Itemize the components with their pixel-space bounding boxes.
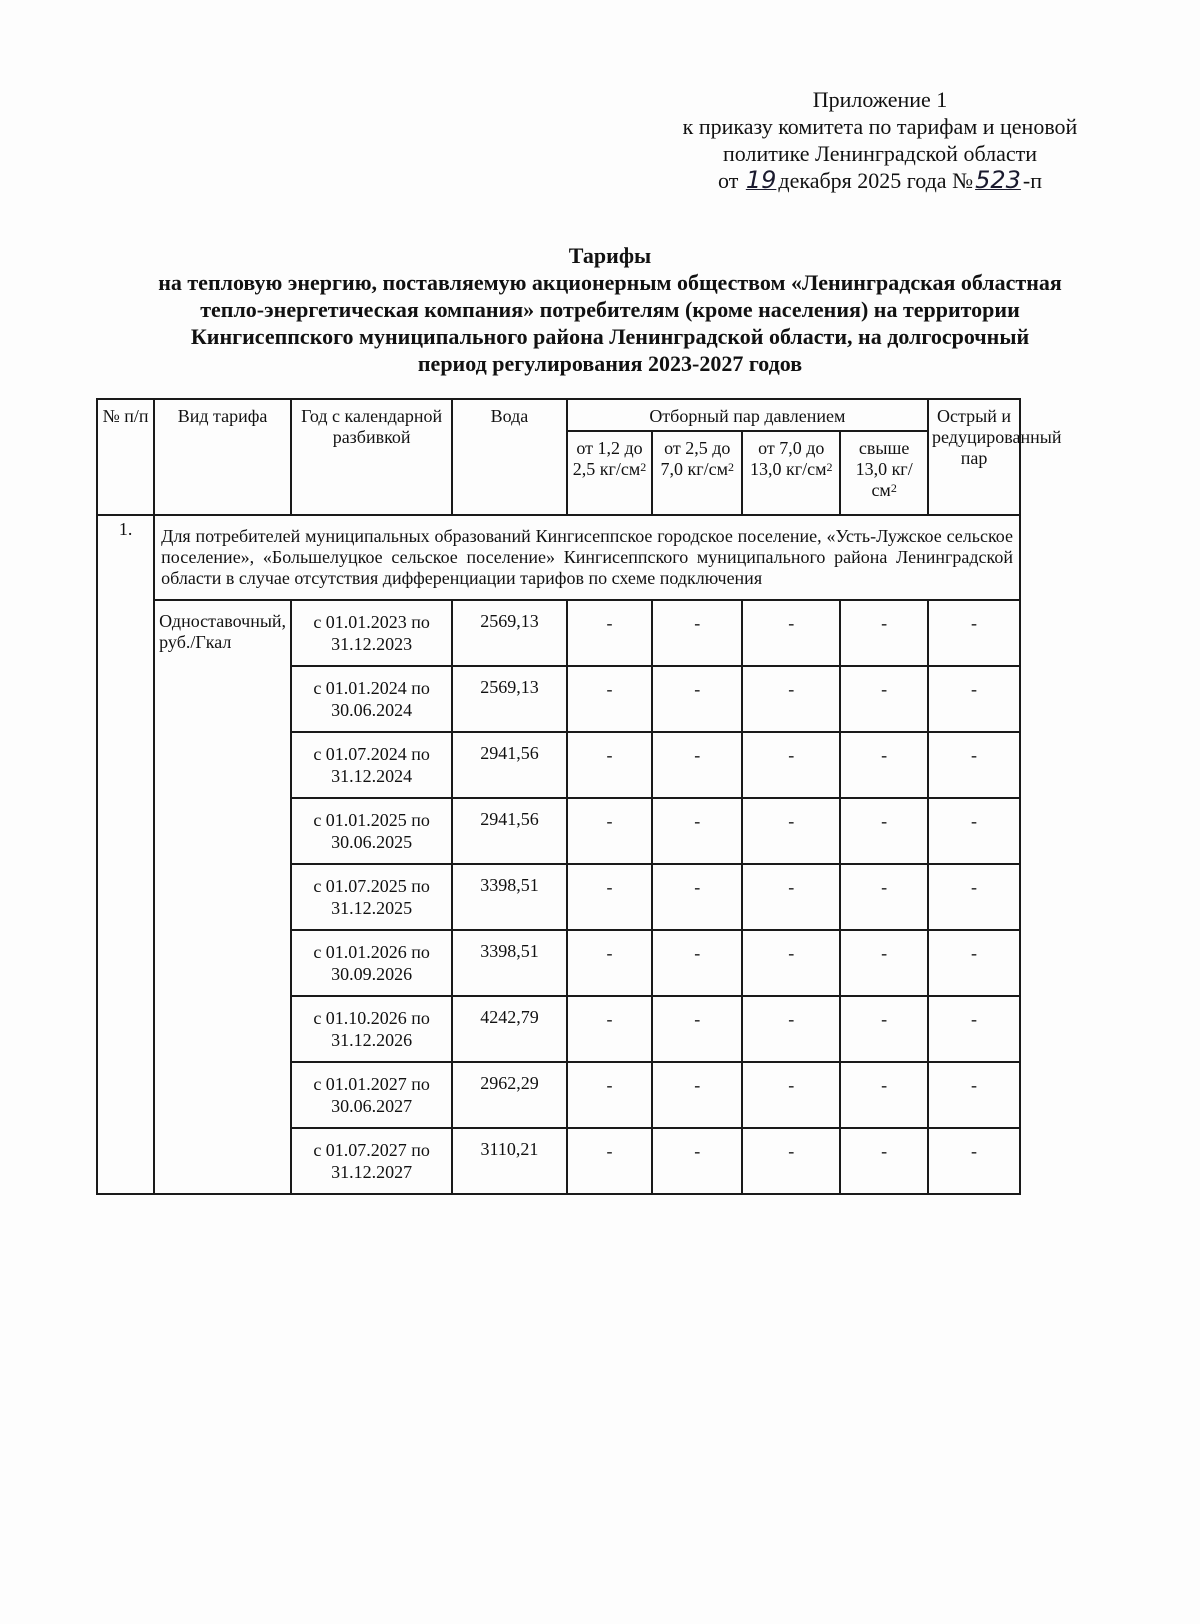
steam-3-value: - — [742, 666, 840, 732]
water-value: 2569,13 — [452, 666, 566, 732]
period-cell: с 01.07.2027 по 31.12.2027 — [291, 1128, 452, 1194]
steam-3-value: - — [742, 600, 840, 666]
water-value: 2941,56 — [452, 732, 566, 798]
steam-3-value: - — [742, 996, 840, 1062]
water-value: 3398,51 — [452, 930, 566, 996]
steam-4-value: - — [840, 798, 928, 864]
period-cell: с 01.10.2026 по 31.12.2026 — [291, 996, 452, 1062]
steam-4-value: - — [840, 996, 928, 1062]
steam-1-value: - — [567, 1062, 653, 1128]
steam-1-value: - — [567, 798, 653, 864]
steam-4-value: - — [840, 666, 928, 732]
period-cell: с 01.01.2027 по 30.06.2027 — [291, 1062, 452, 1128]
title-line-1: на тепловую энергию, поставляемую акционерным обществом «Ленинградская областная — [158, 270, 1062, 295]
annex-line-3: политике Ленинградской области — [722, 141, 1037, 166]
steam-4-value: - — [840, 600, 928, 666]
tariff-table — [96, 398, 1062, 1195]
steam-2-value: - — [652, 1128, 742, 1194]
water-value: 2569,13 — [452, 600, 566, 666]
steam-3-value: - — [742, 1062, 840, 1128]
steam-4-value: - — [840, 1062, 928, 1128]
steam-4-value: - — [840, 864, 928, 930]
tariff-type-cell: Одноставочный, руб./Гкал — [154, 600, 291, 1194]
period-cell: с 01.01.2026 по 30.09.2026 — [291, 930, 452, 996]
header-steam-1: от 1,2 до 2,5 $кг/см^2$ — [567, 431, 653, 515]
steam-2-value: - — [652, 930, 742, 996]
water-value: 3110,21 — [452, 1128, 566, 1194]
sharp-steam-value: - — [928, 930, 1020, 996]
sharp-steam-value: - — [928, 996, 1020, 1062]
header-period: Год с календарной разбивкой — [291, 399, 452, 515]
steam-1-value: - — [567, 732, 653, 798]
steam-1-value: - — [567, 930, 653, 996]
steam-2-value: - — [652, 732, 742, 798]
steam-3-value: - — [742, 1128, 840, 1194]
steam-1-value: - — [567, 600, 653, 666]
header-steam-4: свыше 13,0 $кг/см^2$ — [840, 431, 928, 515]
steam-3-value: - — [742, 798, 840, 864]
annex-handwritten-number: 523 — [975, 166, 1021, 194]
steam-1-value: - — [567, 996, 653, 1062]
period-cell: с 01.01.2024 по 30.06.2024 — [291, 666, 452, 732]
steam-2-value: - — [652, 1062, 742, 1128]
steam-3-value: - — [742, 732, 840, 798]
period-cell: с 01.07.2025 по 31.12.2025 — [291, 864, 452, 930]
water-value: 2962,29 — [452, 1062, 566, 1128]
sharp-steam-value: - — [928, 666, 1020, 732]
header-steam-group: Отборный пар давлением — [567, 399, 928, 431]
sharp-steam-value: - — [928, 600, 1020, 666]
period-cell: с 01.01.2023 по 31.12.2023 — [291, 600, 452, 666]
sharp-steam-value: - — [928, 1062, 1020, 1128]
steam-2-value: - — [652, 666, 742, 732]
sharp-steam-value: - — [928, 732, 1020, 798]
header-steam-2: от 2,5 до 7,0 $кг/см^2$ — [652, 431, 742, 515]
header-water: Вода — [452, 399, 566, 515]
steam-1-value: - — [567, 1128, 653, 1194]
water-value: 2941,56 — [452, 798, 566, 864]
table-row — [97, 600, 1020, 666]
header-steam-3: от 7,0 до 13,0 $кг/см^2$ — [742, 431, 840, 515]
title-line-3: Кингисеппского муниципального района Ленинградской области, на долгосрочный — [190, 324, 1030, 349]
steam-4-value: - — [840, 732, 928, 798]
annex-line-2: к приказу комитета по тарифам и ценовой — [682, 114, 1078, 139]
header-tariff-type: Вид тарифа — [154, 399, 291, 515]
annex-date-line — [640, 167, 1120, 194]
sharp-steam-value: - — [928, 1128, 1020, 1194]
annex-line-1: Приложение 1 — [812, 87, 948, 112]
annex-number-suffix: -п — [1022, 168, 1042, 193]
header-number: № п/п — [97, 399, 154, 515]
steam-3-value: - — [742, 864, 840, 930]
steam-3-value: - — [742, 930, 840, 996]
steam-2-value: - — [652, 996, 742, 1062]
sharp-steam-value: - — [928, 864, 1020, 930]
sharp-steam-value: - — [928, 798, 1020, 864]
period-cell: с 01.07.2024 по 31.12.2024 — [291, 732, 452, 798]
annex-date-middle: декабря 2025 года № — [778, 168, 974, 193]
steam-2-value: - — [652, 798, 742, 864]
title-heading: Тарифы — [568, 243, 652, 268]
steam-2-value: - — [652, 600, 742, 666]
header-sharp-steam: Острый и редуцированный пар — [928, 399, 1020, 515]
title-line-4: период регулирования 2023-2027 годов — [417, 351, 803, 376]
steam-4-value: - — [840, 1128, 928, 1194]
steam-2-value: - — [652, 864, 742, 930]
title-line-2: тепло-энергетическая компания» потребителям (кроме населения) на территории — [200, 297, 1020, 322]
water-value: 4242,79 — [452, 996, 566, 1062]
section-description: Для потребителей муниципальных образований Кингисеппское городское поселение, «Усть-Лужское сельское поселение», «Большелуцкое сельское поселение» Кингисеппского муниципального района Ленинградской области в случае отсутствия дифференциации тарифов по схеме подключения — [154, 515, 1020, 600]
water-value: 3398,51 — [452, 864, 566, 930]
section-number: 1. — [97, 515, 154, 1194]
section-row — [97, 515, 1020, 600]
steam-4-value: - — [840, 930, 928, 996]
document-title — [80, 242, 1140, 377]
annex-header — [640, 86, 1120, 194]
steam-1-value: - — [567, 864, 653, 930]
period-cell: с 01.01.2025 по 30.06.2025 — [291, 798, 452, 864]
annex-date-prefix: от — [718, 168, 739, 193]
steam-1-value: - — [567, 666, 653, 732]
annex-handwritten-day: 19 — [745, 166, 777, 194]
